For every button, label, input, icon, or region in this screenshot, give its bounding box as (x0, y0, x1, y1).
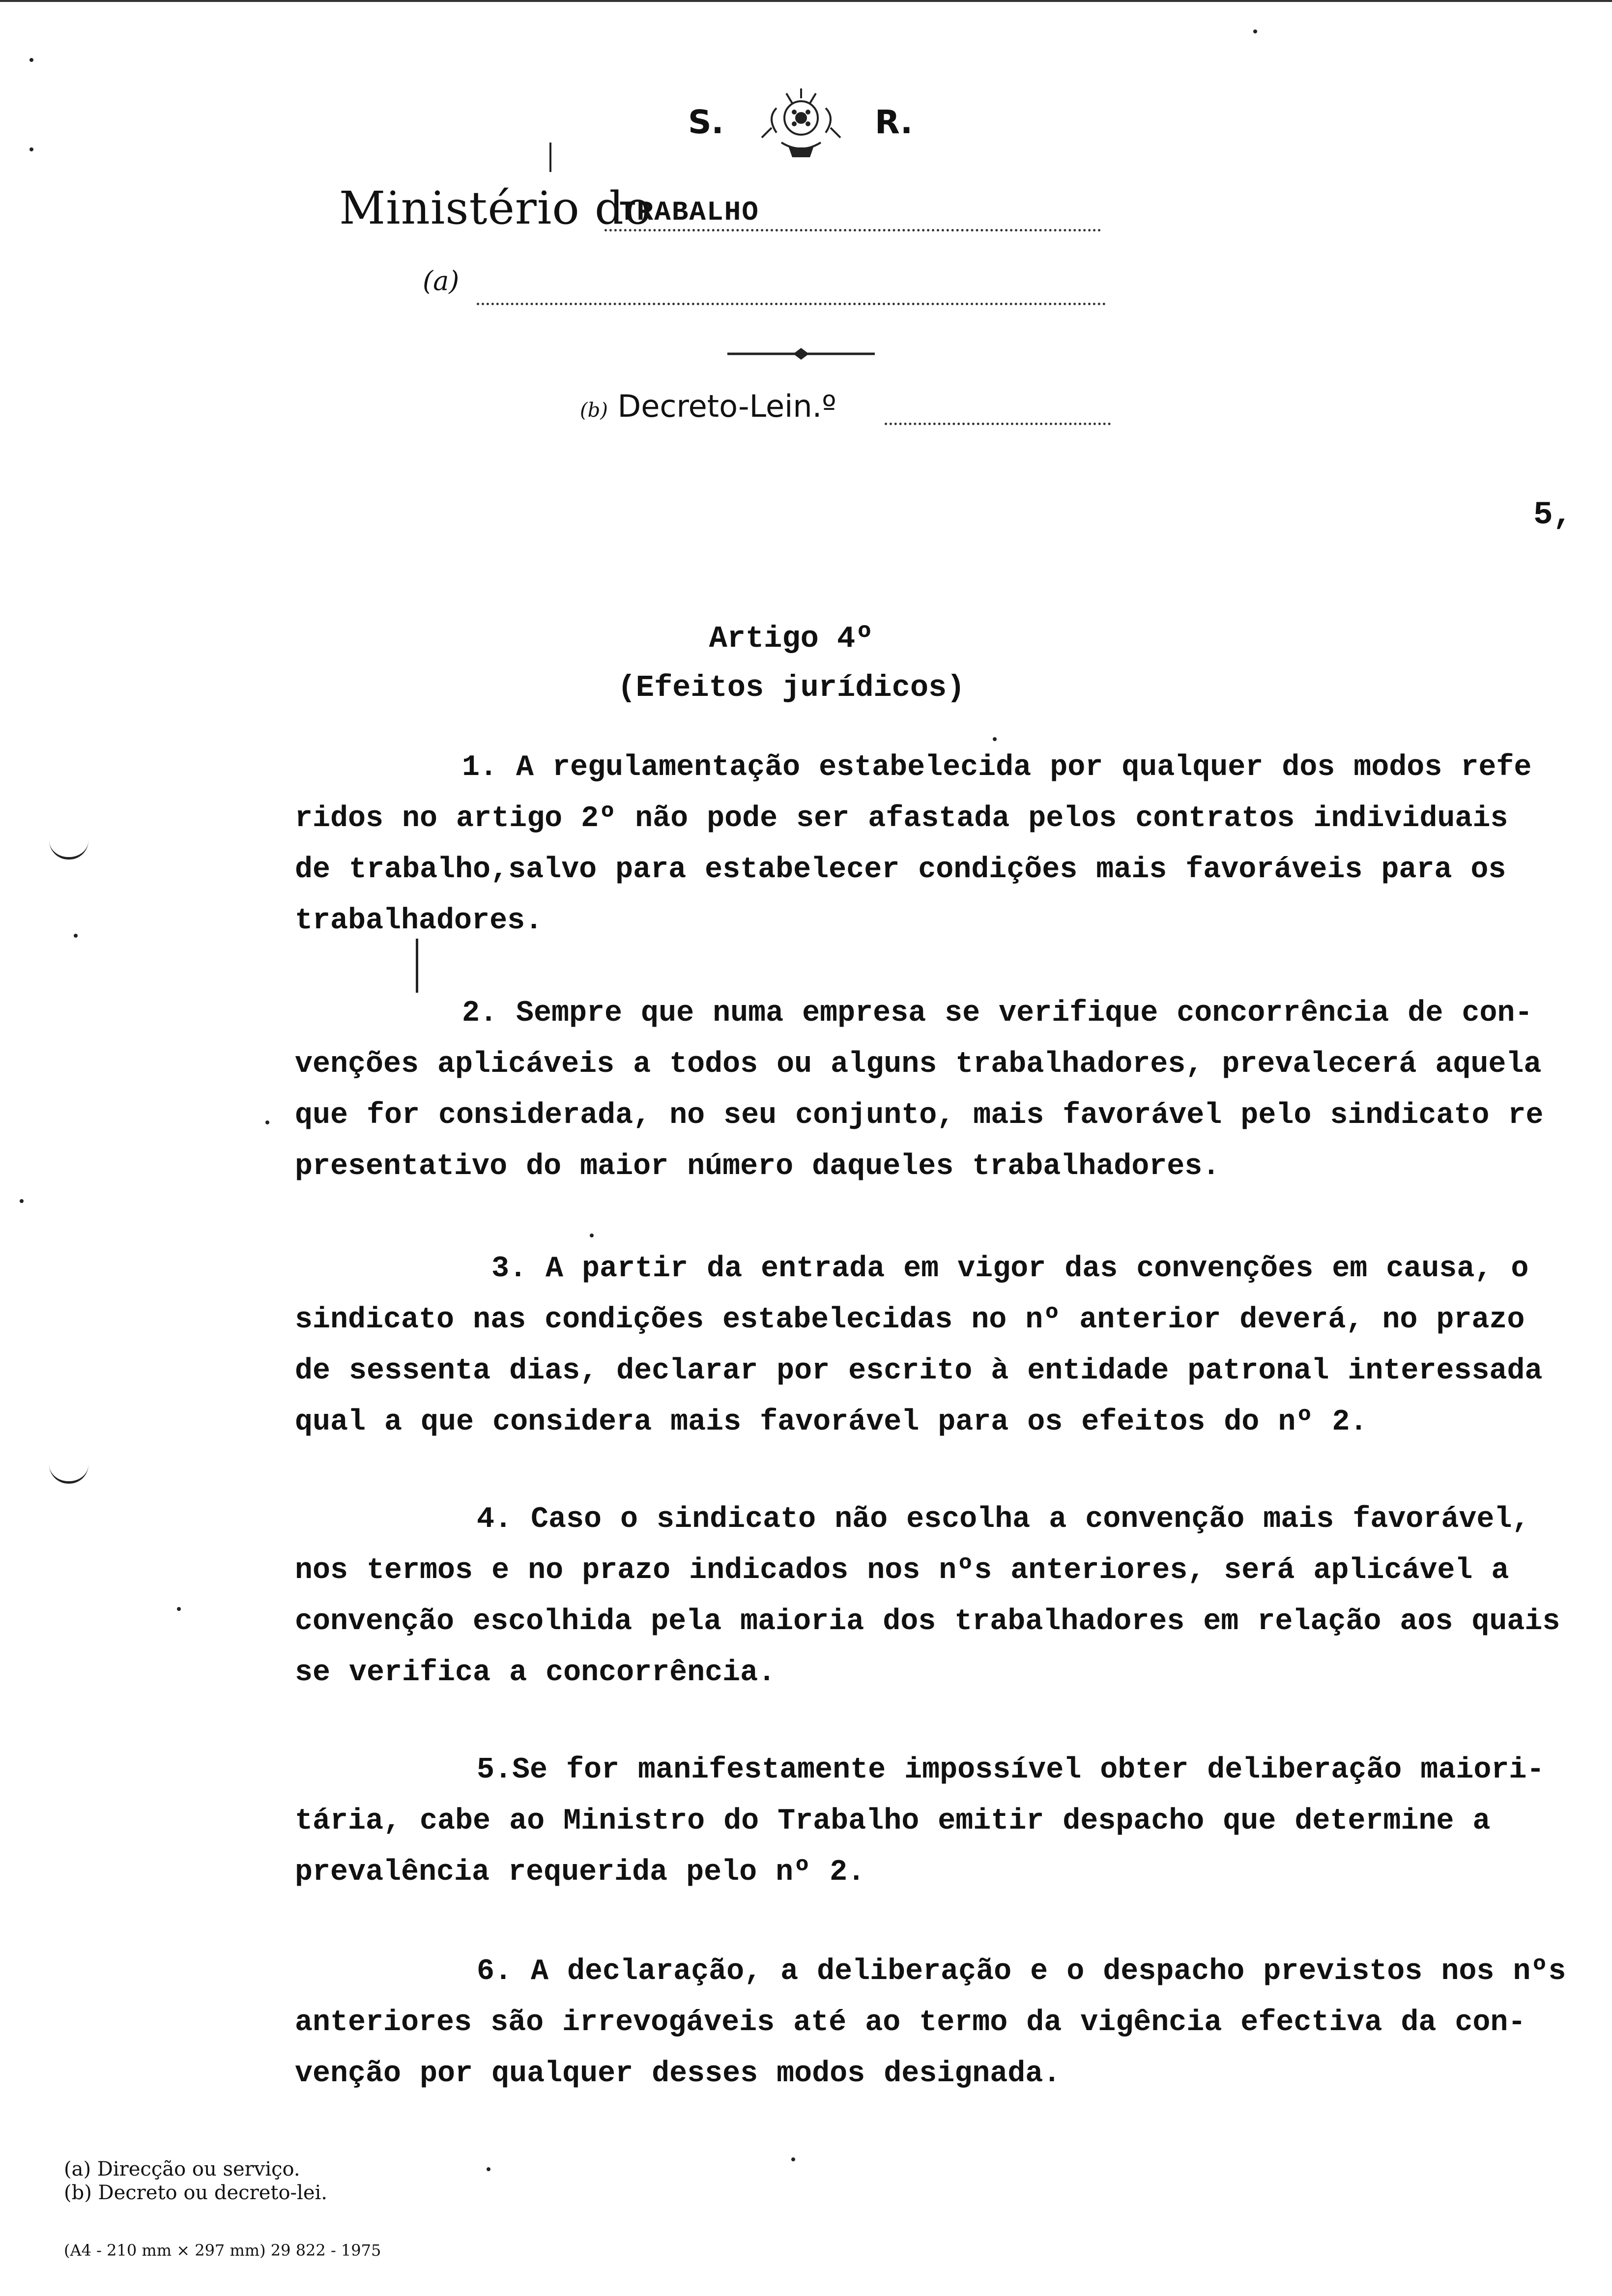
crest-letter-r: R. (875, 103, 913, 141)
scan-speck (265, 1120, 269, 1124)
scan-speck (29, 147, 33, 151)
coat-of-arms-icon (747, 79, 855, 162)
form-code: (A4 - 210 mm × 297 mm) 29 822 - 1975 (64, 2241, 381, 2260)
paragraph-1: 1. A regulamentação estabelecida por qualquer dos modos refe ridos no artigo 2º não pode ser afastada pelos contratos individuais de trabalho,salvo para estabelecer condições mais favoráveis para os trabalhadores. (295, 751, 1532, 938)
scan-speck (993, 737, 997, 741)
paragraph-2: 2. Sempre que numa empresa se verifique concorrência de con- venções aplicáveis a todos ou alguns trabalhadores, prevalecerá aquela que for considerada, no seu conjunto, mais favorável pelo sindicato re presentativo do maior número daqueles trabalhadores. (295, 997, 1544, 1183)
paragraph-4: 4. Caso o sindicato não escolha a convenção mais favorável, nos termos e no prazo indicados nos nºs anteriores, será aplicável a convenção escolhida pela maioria dos trabalhadores em relação aos quais se verifica a concorrência. (295, 1503, 1560, 1690)
field-a-line (423, 265, 1180, 310)
footnote-a: (a) Direcção ou serviço. (64, 2158, 300, 2181)
decree-line (580, 388, 1022, 432)
scan-speck (1253, 29, 1257, 33)
scan-speck (487, 2167, 490, 2171)
decree-label-text: Decreto-Lein.º (617, 388, 836, 424)
top-border-line (0, 0, 1612, 2)
page-number: 5, (1533, 496, 1573, 533)
ministry-value: TRABALHO (619, 197, 759, 228)
paragraph-6: 6. A declaração, a deliberação e o despacho previstos nos nºs anteriores são irrevogáveis até ao termo da vigência efectiva da con- venção por qualquer desses modos designada. (295, 1955, 1566, 2091)
field-a-label: (a) (423, 265, 460, 296)
field-a-dotted-leader (477, 303, 1106, 305)
article-heading (491, 614, 1091, 713)
decree-dotted-leader (885, 423, 1111, 425)
diamond-rule-icon (727, 344, 875, 364)
paragraph-5: 5.Se for manifestamente impossível obter deliberação maiori- tária, cabe ao Ministro do Trabalho emitir despacho que determine a prevalência requerida pelo nº 2. (295, 1753, 1545, 1889)
footnote-b: (b) Decreto ou decreto-lei. (64, 2181, 328, 2204)
decree-label-note: (b) (580, 399, 608, 422)
scan-speck (177, 1607, 181, 1611)
scan-speck (29, 58, 33, 62)
scan-speck (791, 2157, 795, 2161)
decree-label (580, 388, 836, 424)
footnotes (64, 2157, 752, 2205)
ministry-line (339, 182, 1273, 246)
pen-mark (549, 143, 551, 172)
crest-letter-s: S. (688, 103, 724, 141)
article-title: Artigo 4º (709, 621, 874, 656)
margin-mark (49, 840, 88, 860)
paragraph-3: 3. A partir da entrada em vigor das convenções em causa, o sindicato nas condições estabelecidas no nº anterior deverá, no prazo de sessenta dias, declarar por escrito à entidade patronal interessada qual a que considera mais favorável para os efeitos do nº 2. (295, 1252, 1543, 1439)
ministry-dotted-leader (604, 229, 1101, 231)
letterhead-crest (688, 79, 924, 162)
ministry-label: Ministério do (339, 182, 652, 234)
scan-speck (590, 1234, 594, 1237)
scan-speck (74, 934, 78, 938)
article-subtitle: (Efeitos jurídicos) (617, 670, 965, 705)
margin-stroke (416, 939, 418, 993)
margin-mark (49, 1464, 88, 1484)
scan-speck (20, 1199, 24, 1203)
